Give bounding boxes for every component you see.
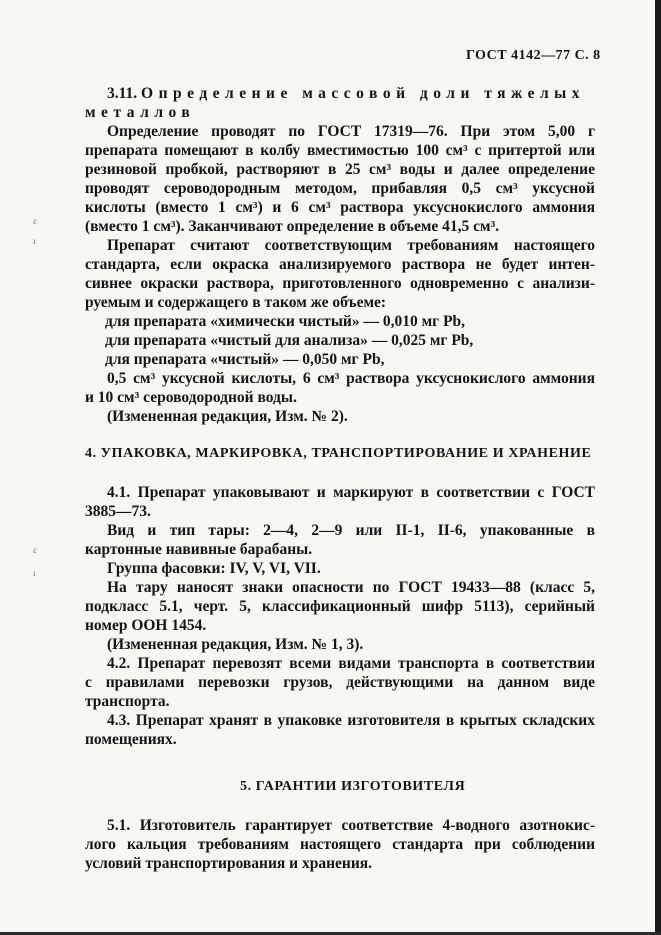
margin-mark: ı [33,568,36,578]
paragraph-line: картонные навивные барабаны. [85,541,313,558]
paragraph-line: проводят сероводородным методом, прибавляя 0,5 см³ уксусной [85,180,595,197]
page-header: ГОСТ 4142—77 С. 8 [466,48,601,63]
paragraph-line: сивнее окраски раствора, приготовленного одновременно с анализи- [85,275,595,292]
paragraph-line: номер ООН 1454. [85,617,207,634]
margin-mark: ε [33,545,37,555]
section-5-title: 5. ГАРАНТИИ ИЗГОТОВИТЕЛЯ [240,779,466,794]
margin-mark: ε [33,216,37,226]
list-item: для препарата «химически чистый» — 0,010 мг Pb, [105,313,466,330]
paragraph-line: 3885—73. [85,503,151,520]
section-4-title: 4. УПАКОВКА, МАРКИРОВКА, ТРАНСПОРТИРОВАНИЕ И ХРАНЕНИЕ [85,446,592,461]
paragraph-line: (вместо 1 см³). Заканчивают определение в объеме 41,5 см³. [85,218,500,235]
paragraph-line: 0,5 см³ уксусной кислоты, 6 см³ раствора уксуснокислого аммония [107,370,595,387]
paragraph-line: 4.3. Препарат хранят в упаковке изготовителя в крытых складских [107,712,595,729]
edition-note: (Измененная редакция, Изм. № 1, 3). [107,636,364,653]
paragraph-line: помещениях. [85,731,177,748]
scan-edge-right [655,0,661,935]
paragraph-line: Определение проводят по ГОСТ 17319—76. При этом 5,00 г [107,123,595,140]
paragraph-line: транспорта. [85,693,170,710]
section-title-continuation: металлов [85,104,196,121]
paragraph-line: На тару наносят знаки опасности по ГОСТ 19433—88 (класс 5, [107,579,595,596]
paragraph-line: и 10 см³ сероводородной воды. [85,389,297,406]
section-number: 3.11. [107,85,138,102]
paragraph-line: условий транспортирования и хранения. [85,855,373,872]
paragraph-line: резиновой пробкой, растворяют в 25 см³ воды и далее определение [85,161,595,178]
paragraph-line: 5.1. Изготовитель гарантирует соответствие 4-водного азотнокис- [107,817,595,834]
list-item: для препарата «чистый для анализа» — 0,025 мг Pb, [105,332,474,349]
paragraph-line: кислоты (вместо 1 см³) и 6 см³ раствора уксуснокислого аммония [85,199,595,216]
paragraph-line: препарата помещают в колбу вместимостью 100 см³ с притертой или [85,142,595,159]
document-body [85,84,595,873]
paragraph-line: подкласс 5.1, черт. 5, классификационный шифр 5113), серийный [85,598,595,615]
edition-note: (Измененная редакция, Изм. № 2). [107,408,348,425]
paragraph-line: с правилами перевозки грузов, действующими на данном виде [85,674,595,691]
paragraph-line: 4.1. Препарат упаковывают и маркируют в соответствии с ГОСТ [107,484,595,501]
margin-mark: ı [33,236,36,246]
paragraph-line: Вид и тип тары: 2—4, 2—9 или II-1, II-6, упакованные в [107,522,595,539]
paragraph-line: 4.2. Препарат перевозят всеми видами транспорта в соответствии [107,655,595,672]
paragraph-line: руемым и содержащего в таком же объеме: [85,294,387,311]
section-3-11-title [85,84,595,103]
paragraph-line: лого кальция требованиям настоящего стандарта при соблюдении [85,836,595,853]
paragraph-line: Препарат считают соответствующим требованиям настоящего [107,237,595,254]
paragraph-line: Группа фасовки: IV, V, VI, VII. [107,560,321,577]
section-title-text: Определение массовой доли тяжелых [141,85,586,102]
list-item: для препарата «чистый» — 0,050 мг Pb, [105,351,385,368]
paragraph-line: стандарта, если окраска анализируемого раствора не будет интен- [85,256,595,273]
